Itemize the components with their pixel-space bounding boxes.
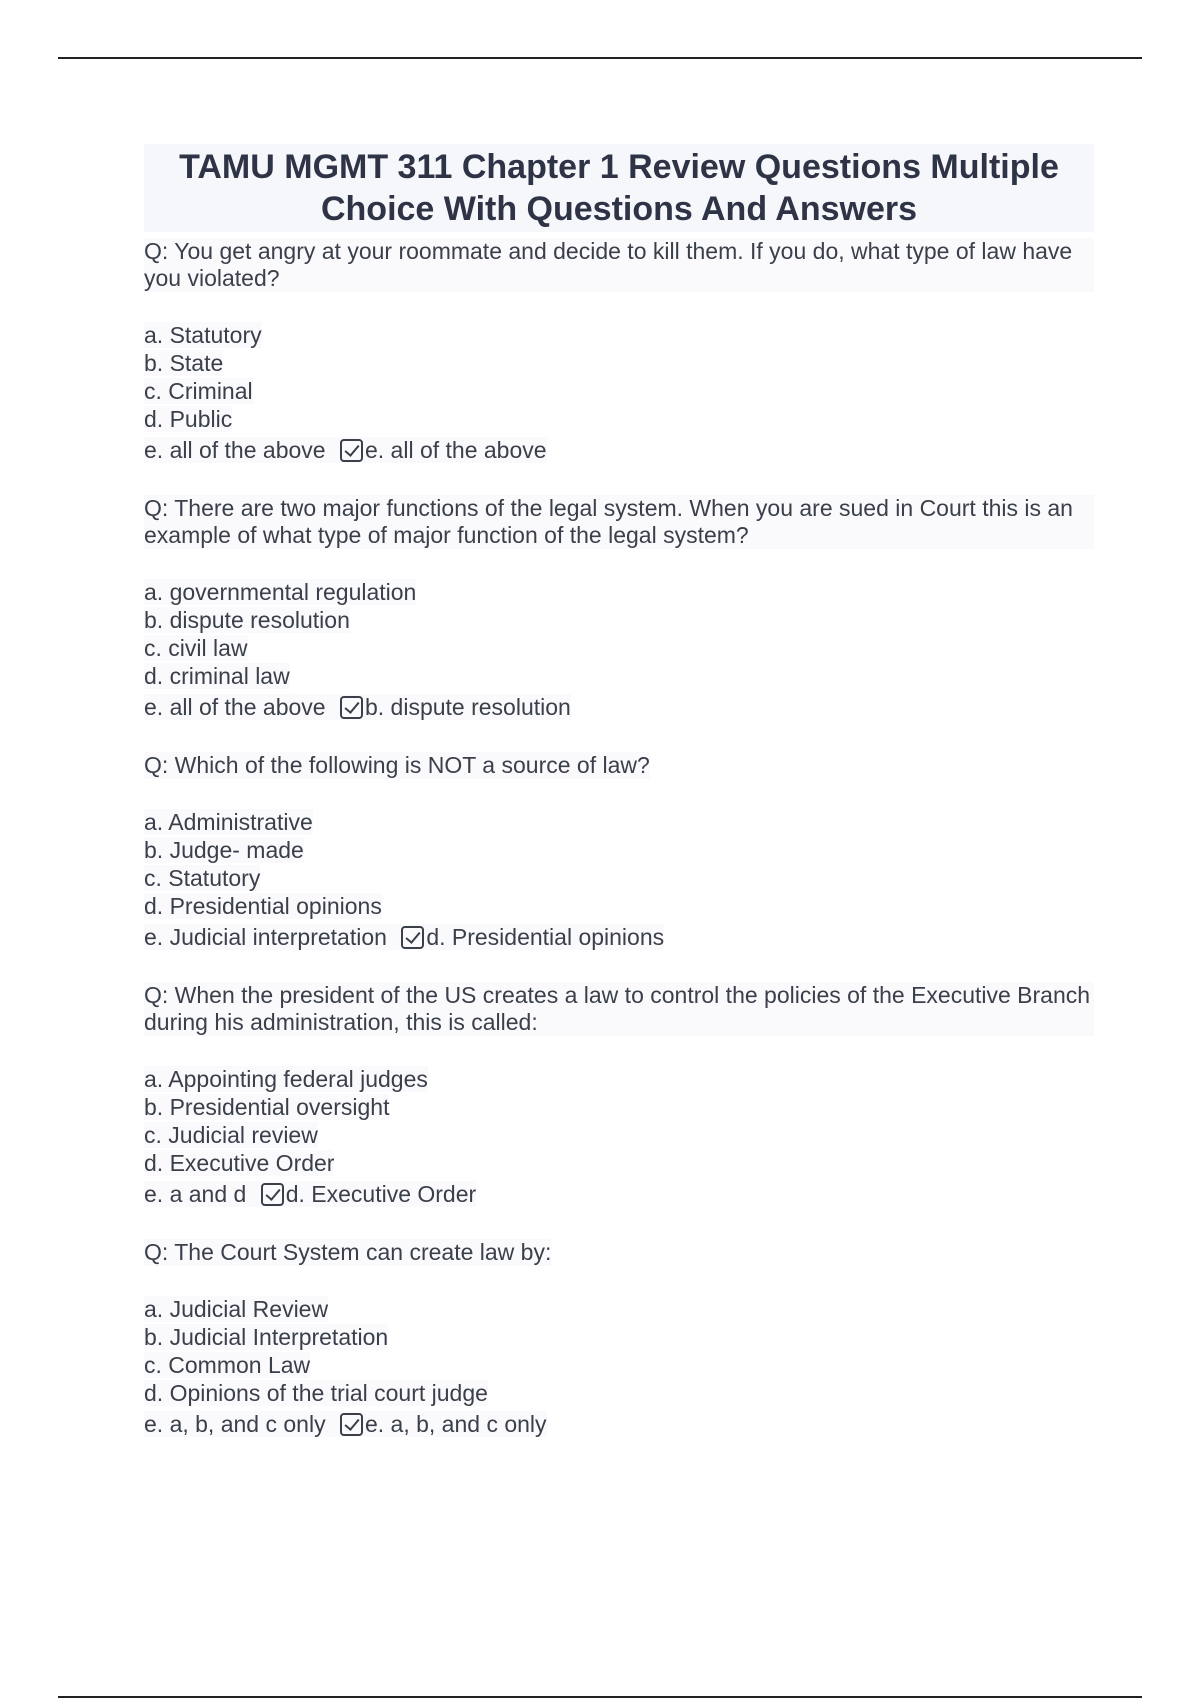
option-c: c. civil law <box>144 635 248 661</box>
option-e-with-answer <box>144 433 1094 467</box>
option-d: d. criminal law <box>144 663 290 689</box>
option-c: c. Judicial review <box>144 1122 318 1148</box>
question-block-2 <box>144 495 1094 724</box>
option-d: d. Public <box>144 406 233 432</box>
option-e: e. a, b, and c only <box>144 1411 326 1437</box>
option-d: d. Executive Order <box>144 1150 335 1176</box>
document-title: TAMU MGMT 311 Chapter 1 Review Questions Multiple Choice With Questions And Answers <box>144 144 1094 232</box>
option-c: c. Common Law <box>144 1352 311 1378</box>
question-block-1 <box>144 238 1094 467</box>
option-e: e. all of the above <box>144 437 326 463</box>
checkbox-checked-icon <box>401 926 424 949</box>
question-text: Q: You get angry at your roommate and decide to kill them. If you do, what type of law have you violated? <box>144 238 1094 292</box>
option-e-with-answer <box>144 920 1094 954</box>
option-b: b. State <box>144 350 224 376</box>
checkbox-checked-icon <box>340 439 363 462</box>
option-e-with-answer <box>144 1177 1094 1211</box>
question-text: Q: When the president of the US creates a law to control the policies of the Executive Branch during his administration, this is called: <box>144 982 1094 1036</box>
option-a: a. governmental regulation <box>144 579 417 605</box>
question-block-5 <box>144 1239 1094 1441</box>
question-text: Q: Which of the following is NOT a source of law? <box>144 752 650 778</box>
option-e-with-answer <box>144 1407 1094 1441</box>
option-e: e. Judicial interpretation <box>144 924 387 950</box>
option-d: d. Opinions of the trial court judge <box>144 1380 488 1406</box>
option-a: a. Appointing federal judges <box>144 1066 428 1092</box>
answer-text: d. Presidential opinions <box>426 924 665 950</box>
question-block-4 <box>144 982 1094 1211</box>
option-c: c. Statutory <box>144 865 261 891</box>
option-e: e. a and d <box>144 1181 247 1207</box>
document-body <box>144 144 1094 1469</box>
option-a: a. Administrative <box>144 809 313 835</box>
option-c: c. Criminal <box>144 378 253 404</box>
header-rule <box>58 57 1142 59</box>
option-b: b. Judge- made <box>144 837 304 863</box>
question-text: Q: There are two major functions of the legal system. When you are sued in Court this is an example of what type of major function of the legal system? <box>144 495 1094 549</box>
footer-rule <box>58 1696 1142 1698</box>
checkbox-checked-icon <box>261 1183 284 1206</box>
option-a: a. Statutory <box>144 322 262 348</box>
answer-text: e. all of the above <box>364 437 547 463</box>
answer-text: d. Executive Order <box>285 1181 477 1207</box>
answer-text: e. a, b, and c only <box>364 1411 547 1437</box>
option-a: a. Judicial Review <box>144 1296 329 1322</box>
answer-text: b. dispute resolution <box>364 694 571 720</box>
option-b: b. dispute resolution <box>144 607 350 633</box>
question-text: Q: The Court System can create law by: <box>144 1239 552 1265</box>
checkbox-checked-icon <box>340 696 363 719</box>
option-e-with-answer <box>144 690 1094 724</box>
option-b: b. Judicial Interpretation <box>144 1324 389 1350</box>
option-b: b. Presidential oversight <box>144 1094 390 1120</box>
option-d: d. Presidential opinions <box>144 893 382 919</box>
option-e: e. all of the above <box>144 694 326 720</box>
checkbox-checked-icon <box>340 1413 363 1436</box>
question-block-3 <box>144 752 1094 954</box>
